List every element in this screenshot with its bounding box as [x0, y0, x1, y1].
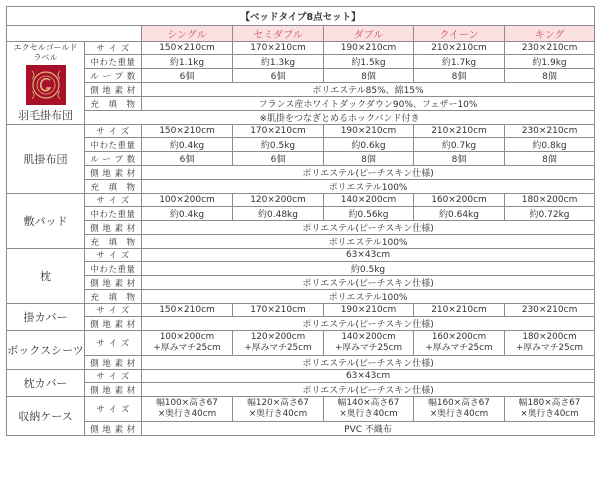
value-cell: 150×210cm — [142, 304, 233, 317]
category-cell — [7, 42, 85, 125]
category-name: 羽毛掛布団 — [18, 109, 73, 122]
spec-row — [7, 290, 595, 304]
category-cell — [7, 331, 85, 370]
value-line: +厚みマチ25cm — [425, 343, 493, 353]
value-cell: 約1.1kg — [142, 55, 233, 69]
merged-value-cell: ポリエステル(ピーチスキン仕様) — [142, 221, 595, 235]
value-cell — [142, 397, 233, 422]
value-cell: 8個 — [505, 69, 595, 83]
value-line: 120×200cm — [250, 332, 306, 342]
size-header-cell: キング — [505, 26, 595, 42]
spec-row — [7, 166, 595, 180]
value-cell: 170×210cm — [233, 304, 324, 317]
merged-value-cell: 63×43cm — [142, 370, 595, 383]
row-label: 側 地 素 材 — [85, 221, 142, 235]
merged-value-cell: ポリエステル(ピーチスキン仕様) — [142, 356, 595, 370]
value-cell: 約0.64kg — [414, 207, 505, 221]
merged-value-cell: ポリエステル100% — [142, 235, 595, 249]
spec-row — [7, 235, 595, 249]
category-name: 肌掛布団 — [23, 153, 68, 166]
merged-value-cell: ポリエステル100% — [142, 290, 595, 304]
spec-row — [7, 221, 595, 235]
spec-row — [7, 249, 595, 262]
row-label: サ イ ズ — [85, 125, 142, 138]
spec-row — [7, 194, 595, 207]
value-cell: 約0.8kg — [505, 138, 595, 152]
spec-row — [7, 262, 595, 276]
row-label: 側 地 素 材 — [85, 317, 142, 331]
row-label: 充 填 物 — [85, 235, 142, 249]
value-line: 幅160×高さ67 — [428, 398, 490, 408]
spec-row — [7, 383, 595, 397]
spec-row — [7, 356, 595, 370]
value-cell: 約0.56kg — [324, 207, 414, 221]
spec-table — [6, 6, 595, 436]
value-line: ×奥行き40cm — [520, 409, 579, 419]
row-label: 中わた重量 — [85, 138, 142, 152]
value-cell: 約1.7kg — [414, 55, 505, 69]
row-label: サ イ ズ — [85, 42, 142, 55]
category-cell — [7, 194, 85, 249]
value-cell: 230×210cm — [505, 304, 595, 317]
value-line: 140×200cm — [341, 332, 396, 342]
value-line: 160×200cm — [431, 332, 487, 342]
row-label: サ イ ズ — [85, 331, 142, 356]
value-line: +厚みマチ25cm — [515, 343, 584, 353]
value-cell: 210×210cm — [414, 304, 505, 317]
row-label: サ イ ズ — [85, 370, 142, 383]
value-cell: 約1.3kg — [233, 55, 324, 69]
value-cell: 約1.9kg — [505, 55, 595, 69]
row-label: ル ー プ 数 — [85, 69, 142, 83]
value-cell: 140×200cm — [324, 194, 414, 207]
category-name: 枕 — [40, 270, 51, 283]
value-cell: 190×210cm — [324, 125, 414, 138]
value-line: 幅120×高さ67 — [247, 398, 309, 408]
value-cell: 190×210cm — [324, 304, 414, 317]
row-label: 中わた重量 — [85, 207, 142, 221]
value-cell: 160×200cm — [414, 194, 505, 207]
row-label: ル ー プ 数 — [85, 152, 142, 166]
size-header-cell: クイーン — [414, 26, 505, 42]
merged-value-cell: ポリエステル(ピーチスキン仕様) — [142, 317, 595, 331]
gold-label-emblem-icon — [26, 65, 66, 105]
value-cell: 100×200cm — [142, 194, 233, 207]
value-cell: 210×210cm — [414, 125, 505, 138]
category-name: 敷パッド — [23, 215, 68, 228]
spec-row — [7, 55, 595, 69]
value-cell: 約1.5kg — [324, 55, 414, 69]
value-cell — [324, 331, 414, 356]
brand-label: エクセルゴールドラベル — [13, 43, 78, 62]
value-cell — [142, 331, 233, 356]
spec-row — [7, 69, 595, 83]
spec-row — [7, 180, 595, 194]
value-cell: 6個 — [142, 152, 233, 166]
spec-row — [7, 317, 595, 331]
size-header-row — [7, 26, 595, 42]
value-cell: 約0.5kg — [233, 138, 324, 152]
row-label: 側 地 素 材 — [85, 166, 142, 180]
value-cell: 約0.4kg — [142, 207, 233, 221]
value-line: ×奥行き40cm — [248, 409, 308, 419]
category-cell — [7, 397, 85, 436]
value-cell: 6個 — [142, 69, 233, 83]
row-label: 側 地 素 材 — [85, 276, 142, 290]
value-cell: 190×210cm — [324, 42, 414, 55]
value-line: 幅100×高さ67 — [156, 398, 218, 408]
value-cell: 約0.4kg — [142, 138, 233, 152]
value-cell: 約0.72kg — [505, 207, 595, 221]
spec-row — [7, 138, 595, 152]
row-label: サ イ ズ — [85, 397, 142, 422]
value-cell: 8個 — [414, 69, 505, 83]
value-cell — [414, 331, 505, 356]
note-cell: ※肌掛をつなぎとめるホックバンド付き — [85, 111, 595, 125]
row-label: 充 填 物 — [85, 290, 142, 304]
value-cell: 150×210cm — [142, 125, 233, 138]
spec-row — [7, 152, 595, 166]
spec-row — [7, 304, 595, 317]
value-line: +厚みマチ25cm — [334, 343, 403, 353]
category-name: 収納ケース — [18, 410, 73, 423]
merged-value-cell: 約0.5kg — [142, 262, 595, 276]
row-label: 側 地 素 材 — [85, 356, 142, 370]
value-cell — [324, 397, 414, 422]
merged-value-cell: ポリエステル(ピーチスキン仕様) — [142, 276, 595, 290]
row-label: 側 地 素 材 — [85, 422, 142, 436]
value-line: 幅180×高さ67 — [518, 398, 581, 408]
value-cell — [505, 331, 595, 356]
row-label: 中わた重量 — [85, 55, 142, 69]
spec-row — [7, 331, 595, 356]
value-cell: 230×210cm — [505, 125, 595, 138]
row-label: サ イ ズ — [85, 249, 142, 262]
size-header-cell: ダブル — [324, 26, 414, 42]
size-header-cell: シングル — [142, 26, 233, 42]
spec-row — [7, 397, 595, 422]
category-cell — [7, 249, 85, 304]
value-cell — [414, 397, 505, 422]
merged-value-cell: ポリエステル100% — [142, 180, 595, 194]
spec-row — [7, 42, 595, 55]
value-cell: 230×210cm — [505, 42, 595, 55]
category-name: ボックスシーツ — [7, 344, 84, 357]
row-label: 充 填 物 — [85, 180, 142, 194]
row-label: 側 地 素 材 — [85, 83, 142, 97]
row-label: 中わた重量 — [85, 262, 142, 276]
value-cell: 150×210cm — [142, 42, 233, 55]
value-line: ×奥行き40cm — [429, 409, 489, 419]
merged-value-cell: ポリエステル(ピーチスキン仕様) — [142, 166, 595, 180]
header-blank-cell — [7, 26, 142, 42]
value-cell — [505, 397, 595, 422]
spec-row — [7, 97, 595, 111]
value-cell: 170×210cm — [233, 42, 324, 55]
row-label: サ イ ズ — [85, 194, 142, 207]
merged-value-cell: 63×43cm — [142, 249, 595, 262]
merged-value-cell: ポリエステル(ピーチスキン仕様) — [142, 383, 595, 397]
spec-row — [7, 125, 595, 138]
value-cell: 210×210cm — [414, 42, 505, 55]
spec-row — [7, 276, 595, 290]
merged-value-cell: フランス産ホワイトダックダウン90%、フェザー10% — [142, 97, 595, 111]
size-header-cell: セミダブル — [233, 26, 324, 42]
spec-table-wrapper — [6, 6, 594, 436]
row-label: サ イ ズ — [85, 304, 142, 317]
value-line: 180×200cm — [522, 332, 577, 342]
value-cell: 8個 — [414, 152, 505, 166]
value-cell: 8個 — [505, 152, 595, 166]
spec-row — [7, 111, 595, 125]
value-cell: 170×210cm — [233, 125, 324, 138]
value-line: ×奥行き40cm — [339, 409, 398, 419]
category-cell — [7, 304, 85, 331]
value-line: 幅140×高さ67 — [337, 398, 400, 408]
value-cell: 約0.48kg — [233, 207, 324, 221]
category-name: 枕カバー — [23, 377, 68, 390]
spec-row — [7, 83, 595, 97]
value-cell: 6個 — [233, 69, 324, 83]
row-label: 側 地 素 材 — [85, 383, 142, 397]
value-line: 100×200cm — [159, 332, 215, 342]
merged-value-cell: PVC 不織布 — [142, 422, 595, 436]
value-cell: 180×200cm — [505, 194, 595, 207]
value-cell: 8個 — [324, 69, 414, 83]
value-line: +厚みマチ25cm — [244, 343, 312, 353]
spec-body — [7, 42, 595, 436]
value-cell: 8個 — [324, 152, 414, 166]
value-line: +厚みマチ25cm — [153, 343, 221, 353]
spec-row — [7, 207, 595, 221]
value-cell: 約0.7kg — [414, 138, 505, 152]
value-cell: 6個 — [233, 152, 324, 166]
value-cell — [233, 331, 324, 356]
row-label: 充 填 物 — [85, 97, 142, 111]
category-name: 掛カバー — [23, 311, 68, 324]
category-cell — [7, 125, 85, 194]
category-cell — [7, 370, 85, 397]
spec-row — [7, 370, 595, 383]
value-cell: 約0.6kg — [324, 138, 414, 152]
spec-row — [7, 422, 595, 436]
value-cell — [233, 397, 324, 422]
value-cell: 120×200cm — [233, 194, 324, 207]
table-title: 【ベッドタイプ8点セット】 — [7, 7, 595, 26]
merged-value-cell: ポリエステル85%、綿15% — [142, 83, 595, 97]
value-line: ×奥行き40cm — [157, 409, 217, 419]
